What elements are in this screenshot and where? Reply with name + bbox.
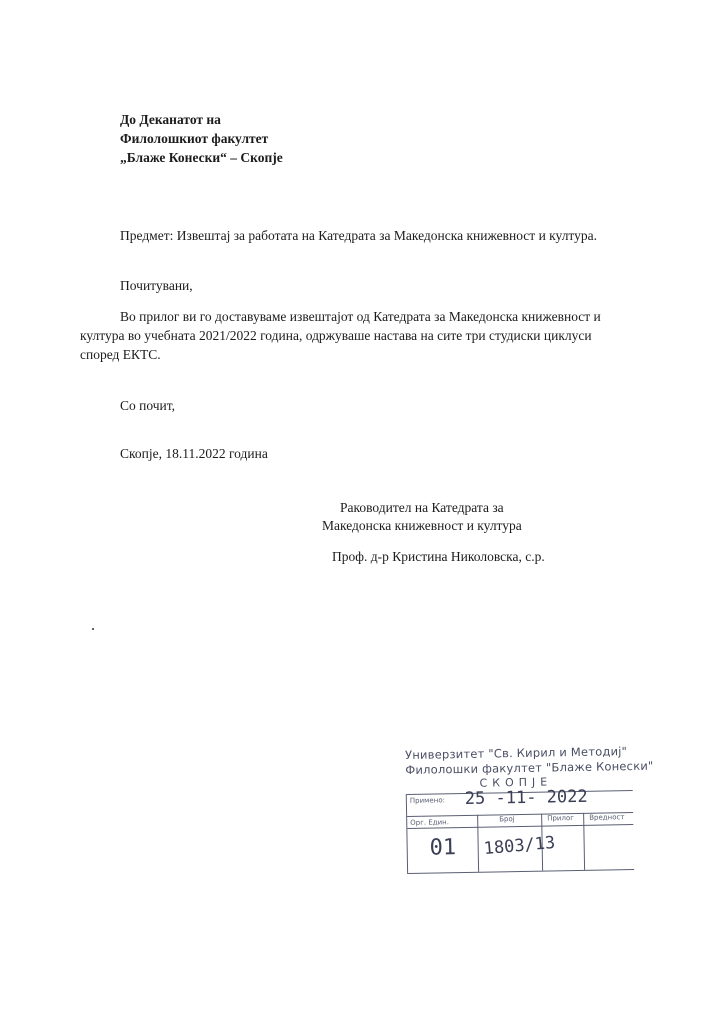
stamp-city-line: СКОПЈЕ <box>479 775 553 790</box>
stamp-grid-rule <box>477 815 479 872</box>
stamp-label-org-unit: Орг. Един. <box>410 818 450 827</box>
signature-title-line-2: Македонска книжевност и култура <box>322 518 522 533</box>
stamp-grid-rule <box>583 813 585 870</box>
addressee-line-2: Филолошкиот факултет <box>120 131 269 146</box>
stray-mark <box>92 628 94 630</box>
stamp-university-line: Универзитет "Св. Кирил и Методиј" <box>404 744 628 762</box>
body-paragraph: Во прилог ви го доставуваме извештајот од Катедрата за Македонска книжевност и култура во учебната 2021/2022 година, одржуваше настава на сите три студиски циклуси според ЕКТС. <box>80 309 601 362</box>
stamp-label-received: Примено: <box>409 796 445 805</box>
stamp-grid <box>406 786 634 874</box>
stamp-label-value: Вредност <box>589 813 625 822</box>
signature-name: Проф. д-р Кристина Николовска, с.р. <box>332 549 545 564</box>
stamp-label-attachment: Прилог <box>547 814 574 823</box>
place-and-date: Скопје, 18.11.2022 година <box>120 446 268 461</box>
stamp-org-unit-value: 01 <box>429 835 457 861</box>
addressee-line-3: „Блаже Конески“ – Скопје <box>120 150 283 165</box>
stamp-number-value: 1803/13 <box>482 832 557 860</box>
stamp-label-number: Број <box>499 815 515 824</box>
signature-title-line-1: Раководител на Катедрата за <box>340 500 504 515</box>
stamp-grid-rule <box>408 869 634 874</box>
stamp-faculty-line: Филолошки факултет "Блаже Конески" <box>405 758 654 777</box>
stamp-received-date: 25 -11- 2022 <box>464 786 588 809</box>
greeting: Почитувани, <box>120 278 193 293</box>
addressee-block <box>120 110 283 167</box>
addressee-line-1: До Деканатот на <box>120 112 221 127</box>
registry-stamp <box>399 738 654 877</box>
closing: Со почит, <box>120 398 176 413</box>
subject-paragraph: Предмет: Извештај за работата на Катедрата за Македонска книжевност и култура. <box>120 228 598 243</box>
